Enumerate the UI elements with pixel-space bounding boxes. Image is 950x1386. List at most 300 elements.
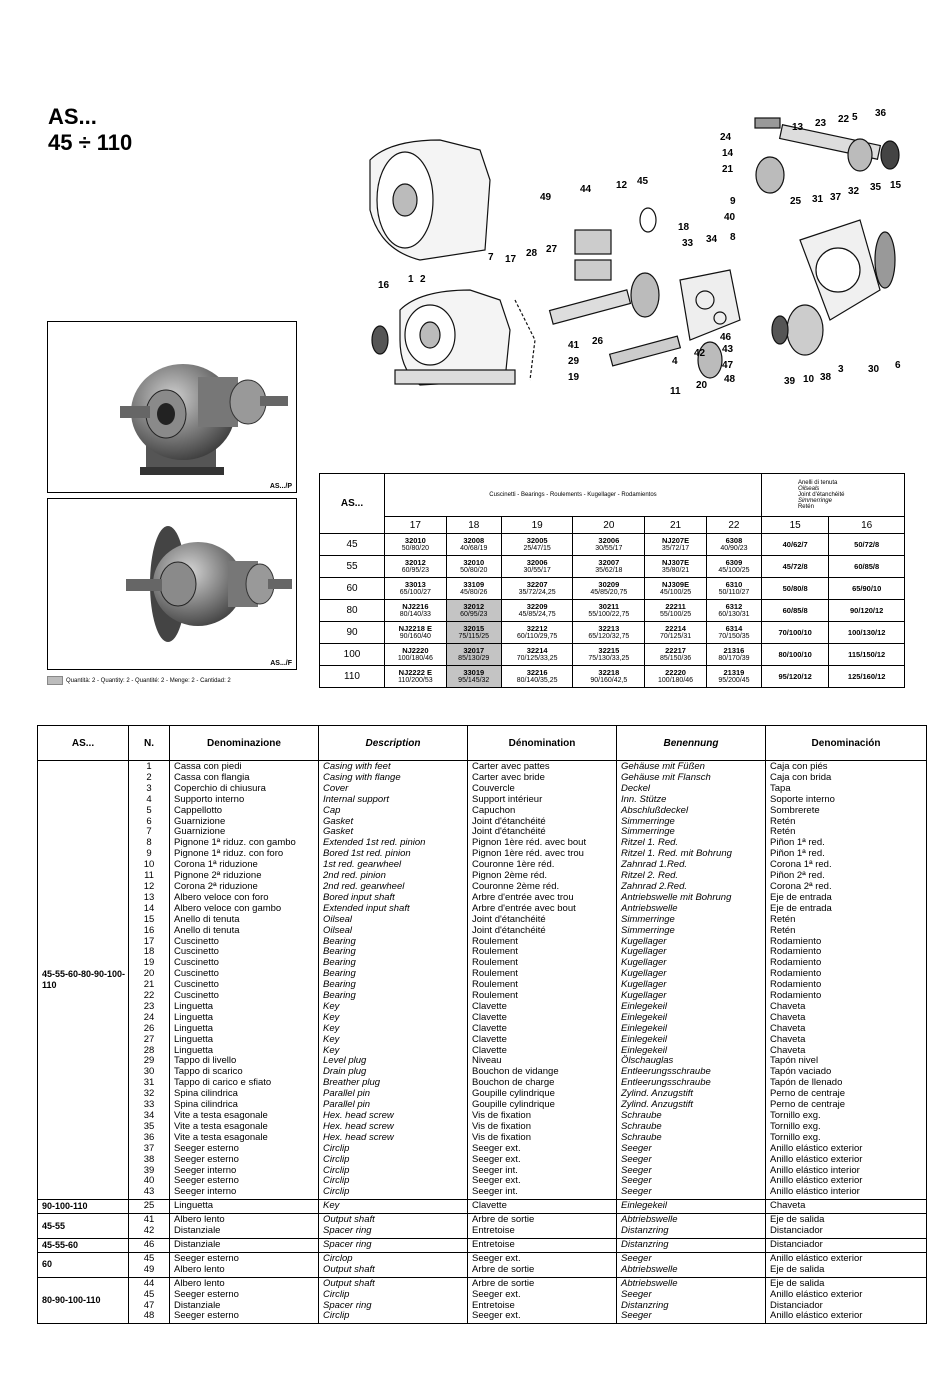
parts-column (170, 1214, 319, 1239)
parts-cell: Key (323, 1200, 340, 1212)
parts-cell: Seeger ext. (472, 1153, 521, 1165)
parts-cell: Retén (770, 913, 796, 925)
parts-cell: Chaveta (770, 1022, 806, 1034)
diagram-label: 23 (815, 118, 827, 129)
parts-cell: Cappellotto (174, 804, 223, 816)
parts-cell: Rodamiento (770, 968, 822, 980)
parts-column (468, 1238, 617, 1252)
bearing-cell: 32007 35/62/18 (573, 556, 645, 578)
parts-cell: 35 (143, 1120, 155, 1132)
parts-cell: Rodamiento (770, 990, 822, 1002)
parts-cell: Abtriebswelle (621, 1214, 678, 1226)
diagram-label: 16 (378, 280, 390, 291)
parts-cell: Gasket (323, 815, 354, 827)
parts-cell: Schraube (621, 1131, 662, 1143)
parts-cell: 47 (143, 1299, 155, 1311)
parts-cell: Roulement (472, 990, 518, 1002)
parts-column (170, 1277, 319, 1324)
parts-cell: Rodamiento (770, 935, 822, 947)
parts-cell: Pignon 1ère réd. avec bout (472, 837, 587, 849)
bearing-cell: 32214 70/125/33,25 (501, 644, 573, 666)
parts-cell: Bouchon de vidange (472, 1066, 559, 1078)
diagram-label: 15 (890, 180, 902, 191)
diagram-label: 10 (803, 374, 815, 385)
bearing-cell: 22217 85/150/36 (645, 644, 707, 666)
bearing-cell: NJ2218 E 90/160/40 (385, 622, 447, 644)
parts-cell: Distanziale (174, 1225, 221, 1237)
parts-column (129, 1238, 170, 1252)
parts-cell: Goupille cylindrique (472, 1099, 555, 1111)
parts-cell: 23 (143, 1000, 155, 1012)
parts-cell: Couronne 2ème réd. (472, 880, 560, 892)
diagram-label: 6 (895, 360, 901, 371)
parts-column (170, 1238, 319, 1252)
parts-cell: 48 (143, 1310, 155, 1322)
diagram-label: 28 (526, 248, 538, 259)
parts-cell: Entretoise (472, 1238, 515, 1250)
diagram-label: 26 (592, 336, 604, 347)
parts-cell: Antriebswelle mit Bohrung (621, 891, 732, 903)
parts-cell: Bearing (323, 990, 356, 1002)
bearing-cell: 32006 30/55/17 (573, 534, 645, 556)
parts-cell: Parallel pin (323, 1088, 370, 1100)
parts-cell: Internal support (323, 793, 390, 805)
parts-cell: Circlip (323, 1164, 350, 1176)
parts-column (129, 1277, 170, 1324)
parts-column (319, 1277, 468, 1324)
parts-cell: Perno de centraje (770, 1099, 845, 1111)
diagram-label: 2 (420, 274, 426, 285)
seal-cell: 45/72/8 (761, 556, 828, 578)
parts-cell: Ritzel 1. Red. mit Bohrung (621, 848, 732, 860)
parts-cell: Vite a testa esagonale (174, 1131, 268, 1143)
parts-cell: Breather plug (323, 1077, 381, 1089)
diagram-label: 38 (820, 372, 832, 383)
diagram-label: 7 (488, 252, 494, 263)
parts-cell: Entleerungsschraube (621, 1066, 711, 1078)
parts-cell: Roulement (472, 935, 518, 947)
parts-cell: Caja con brida (770, 771, 832, 783)
parts-cell: 30 (143, 1066, 155, 1078)
parts-cell: Pignon 2ème réd. (472, 870, 547, 882)
parts-column (766, 761, 927, 1200)
diagram-label: 27 (546, 244, 558, 255)
parts-cell: Joint d'étanchéité (472, 924, 546, 936)
parts-cell: Kugellager (621, 957, 667, 969)
bearing-cell: 30211 55/100/22,75 (573, 600, 645, 622)
parts-cell: Entretoise (472, 1225, 515, 1237)
parts-cell: Hex. head screw (323, 1110, 394, 1121)
parts-cell: 31 (143, 1077, 155, 1089)
parts-cell: Bearing (323, 946, 356, 958)
parts-cell: Seeger esterno (174, 1175, 239, 1187)
parts-column (170, 1252, 319, 1277)
parts-cell: Seeger (621, 1288, 652, 1300)
parts-cell: 3 (146, 782, 152, 794)
parts-column (766, 1238, 927, 1252)
parts-cell: Circlop (323, 1252, 353, 1264)
parts-column (468, 1252, 617, 1277)
diagram-label: 33 (682, 238, 694, 249)
shade-swatch (47, 676, 63, 685)
parts-cell: Spina cilindrica (174, 1099, 238, 1111)
bearing-cell: 32207 35/72/24,25 (501, 578, 573, 600)
parts-cell: Distanciador (770, 1238, 823, 1250)
parts-cell: Couvercle (472, 782, 515, 794)
parts-cell: Rodamiento (770, 979, 822, 991)
diagram-label: 32 (848, 186, 860, 197)
parts-cell: Bearing (323, 935, 356, 947)
seal-cell: 100/130/12 (829, 622, 905, 644)
diagram-label: 42 (694, 348, 706, 359)
quantity-note: Quantità: 2 - Quantity: 2 - Quantité: 2 - Menge: 2 - Cantidad: 2 (66, 677, 231, 684)
bearing-cell: NJ207E 35/72/17 (645, 534, 707, 556)
parts-cell: Oilseal (323, 913, 353, 925)
parts-cell: Cuscinetto (174, 979, 219, 991)
parts-cell: Seeger int. (472, 1164, 518, 1176)
parts-cell: Anillo elástico exterior (770, 1153, 863, 1165)
seals-header: Anelli di tenuta Oilseals Joint d'étanchéité Simmerringe Retén (761, 474, 904, 517)
diagram-label: 22 (838, 114, 850, 125)
parts-cell: Arbre de sortie (472, 1277, 535, 1289)
parts-cell: Soporte interno (770, 793, 835, 805)
parts-cell: 1 (146, 761, 152, 772)
parts-cell: 26 (143, 1022, 155, 1034)
bearings-size: 80 (320, 600, 385, 622)
parts-column (129, 1214, 170, 1239)
bearing-cell: NJ309E 45/100/25 (645, 578, 707, 600)
bearing-cell: 32209 45/85/24,75 (501, 600, 573, 622)
parts-cell: Clavette (472, 1011, 507, 1023)
parts-group (38, 1252, 927, 1277)
parts-cell: Piñon 2ª red. (770, 870, 825, 882)
parts-column (766, 1252, 927, 1277)
parts-cell: Distanzring (621, 1225, 669, 1237)
seal-cell: 65/90/10 (829, 578, 905, 600)
parts-cell: Bored 1st red. pinion (323, 848, 411, 860)
bearing-cell: 32010 50/80/20 (446, 556, 501, 578)
internal-support (680, 270, 740, 340)
parts-column (129, 761, 170, 1200)
parts-cell: Extended 1st red. pinion (323, 837, 426, 849)
parts-cell: 22 (143, 990, 155, 1002)
parts-cell: Anello di tenuta (174, 913, 240, 925)
parts-cell: Circlip (323, 1175, 350, 1187)
parts-cell: 11 (144, 870, 154, 882)
bearing-cell: 32213 65/120/32,75 (573, 622, 645, 644)
exploded-view-diagram (360, 100, 920, 400)
parts-cell: Piñon 1ª red. (770, 848, 825, 860)
parts-column (319, 761, 468, 1200)
parts-cell: Pignone 1ª riduz. con gambo (174, 837, 296, 849)
parts-cell: 33 (143, 1099, 155, 1111)
parts-cell: Corona 1ª red. (770, 859, 832, 871)
parts-table (37, 725, 927, 1324)
diagram-label: 35 (870, 182, 882, 193)
parts-group (38, 761, 927, 1200)
parts-cell: 21 (143, 979, 155, 991)
bearing-cell: 32218 90/160/42,5 (573, 666, 645, 688)
parts-cell: 2nd red. pinion (323, 870, 386, 882)
parts-cell: Seeger (621, 1142, 652, 1154)
parts-cell: Ritzel 2. Red. (621, 870, 679, 882)
parts-cell: 25 (143, 1200, 155, 1212)
parts-column (468, 1277, 617, 1324)
parts-cell: 24 (143, 1011, 155, 1023)
parts-cell: Level plug (323, 1055, 367, 1067)
parts-cell: Einlegekeil (621, 1011, 667, 1023)
bearings-row (320, 600, 905, 622)
seal-cell: 90/120/12 (829, 600, 905, 622)
parts-cell: Seeger (621, 1252, 652, 1264)
parts-cell: Distanziale (174, 1238, 221, 1250)
parts-column (766, 1214, 927, 1239)
parts-cell: Arbre de sortie (472, 1263, 535, 1275)
parts-header-row: AS... N. Denominazione Description Dénomination Benennung Denominación (38, 726, 927, 761)
parts-column (766, 1200, 927, 1214)
parts-cell: Piñon 1ª red. (770, 837, 825, 849)
parts-cell: Tapón vaciado (770, 1066, 832, 1078)
parts-cell: 42 (143, 1225, 155, 1237)
diagram-label: 17 (505, 254, 517, 265)
parts-cell: Eje de salida (770, 1214, 825, 1226)
bearings-column-numbers: 17 18 19 20 21 22 15 16 (320, 517, 905, 534)
parts-cell: 46 (143, 1238, 155, 1250)
diagram-label: 14 (722, 148, 734, 159)
parts-group (38, 1277, 927, 1324)
parts-cell: Abschlußdeckel (621, 804, 689, 816)
diagram-label: 39 (784, 376, 796, 387)
parts-cell: Roulement (472, 968, 518, 980)
bearing-cell: 32215 75/130/33,25 (573, 644, 645, 666)
parts-cell: 19 (143, 957, 155, 969)
parts-cell: Casing with flange (323, 771, 401, 783)
parts-cell: Eje de entrada (770, 902, 832, 914)
parts-cell: Tappo di carico e sfiato (174, 1077, 272, 1089)
parts-cell: Linguetta (174, 1200, 214, 1212)
parts-cell: 36 (143, 1131, 155, 1143)
diagram-label: 1 (408, 274, 414, 285)
parts-cell: Cap (323, 804, 341, 816)
parts-cell: 28 (143, 1044, 155, 1056)
parts-cell: Retén (770, 826, 796, 838)
bearing-cell: 32010 50/80/20 (385, 534, 447, 556)
parts-cell: 38 (143, 1153, 155, 1165)
parts-cell: Distanziale (174, 1299, 221, 1311)
parts-cell: Clavette (472, 1044, 507, 1056)
parts-group (38, 1200, 927, 1214)
parts-cell: Guarnizione (174, 815, 226, 827)
parts-cell: Zylind. Anzugstift (621, 1088, 693, 1100)
parts-cell: 27 (143, 1033, 155, 1045)
parts-cell: Seeger (621, 1164, 652, 1176)
parts-cell: Albero lento (174, 1263, 225, 1275)
parts-cell: Pignone 2ª riduzione (174, 870, 262, 882)
page-title (48, 104, 132, 156)
parts-cell: Caja con piés (770, 761, 828, 772)
parts-group-sizes: 45-55-60-80-90-100-110 (38, 761, 129, 1200)
parts-cell: Seeger (621, 1175, 652, 1187)
parts-cell: 45 (143, 1288, 155, 1300)
parts-cell: Spacer ring (323, 1299, 372, 1311)
bearings-row (320, 578, 905, 600)
bearing-cell: 21316 80/170/39 (706, 644, 761, 666)
bearings-size: 90 (320, 622, 385, 644)
parts-cell: 45 (143, 1252, 155, 1264)
parts-cell: Seeger interno (174, 1164, 237, 1176)
diagram-label: 4 (672, 356, 678, 367)
parts-column (170, 1200, 319, 1214)
bearing-cell: 6308 40/90/23 (706, 534, 761, 556)
parts-cell: Spacer ring (323, 1238, 372, 1250)
parts-cell: Key (323, 1033, 340, 1045)
parts-cell: 43 (143, 1186, 155, 1198)
parts-column (468, 1214, 617, 1239)
parts-cell: Support intérieur (472, 793, 543, 805)
title-range: 45 ÷ 110 (48, 130, 133, 155)
parts-cell: Arbre d'entrée avec bout (472, 902, 576, 914)
parts-cell: Rodamiento (770, 946, 822, 958)
parts-cell: 13 (143, 891, 155, 903)
parts-cell: Hex. head screw (323, 1131, 394, 1143)
parts-cell: Zahnrad 1.Red. (621, 859, 688, 871)
diagram-label: 30 (868, 364, 880, 375)
parts-cell: 14 (143, 902, 155, 914)
parts-cell: 1st red. gearwheel (323, 859, 402, 871)
diagram-label: 45 (637, 176, 649, 187)
parts-cell: Bearing (323, 979, 356, 991)
parts-cell: Simmerringe (621, 815, 675, 827)
parts-cell: Seeger int. (472, 1186, 518, 1198)
bearing-cell: 22220 100/180/46 (645, 666, 707, 688)
parts-cell: Distanciador (770, 1225, 823, 1237)
parts-cell: Vis de fixation (472, 1131, 531, 1143)
bearings-size: 110 (320, 666, 385, 688)
parts-column (766, 1277, 927, 1324)
parts-group (38, 1238, 927, 1252)
bearing-cell: NJ307E 35/80/21 (645, 556, 707, 578)
parts-cell: Ölschauglas (621, 1055, 674, 1067)
parts-cell: Tornillo exg. (770, 1131, 821, 1143)
bearings-size: 60 (320, 578, 385, 600)
seal-cell: 40/62/7 (761, 534, 828, 556)
parts-cell: 41 (143, 1214, 155, 1226)
parts-cell: Albero lento (174, 1214, 225, 1226)
bearing-cell: 32216 80/140/35,25 (501, 666, 573, 688)
parts-column (617, 1200, 766, 1214)
parts-cell: Eje de entrada (770, 891, 832, 903)
bearing-cell: 32212 60/110/29,75 (501, 622, 573, 644)
parts-cell: 20 (143, 968, 155, 980)
parts-cell: Kugellager (621, 968, 667, 980)
bearing-cell: NJ2222 E 110/200/53 (385, 666, 447, 688)
parts-cell: Seeger (621, 1310, 652, 1322)
parts-cell: Circlip (323, 1142, 350, 1154)
parts-cell: Hex. head screw (323, 1120, 394, 1132)
parts-column (617, 1252, 766, 1277)
diagram-label: 25 (790, 196, 802, 207)
photo-flange-mounted (47, 498, 297, 670)
parts-cell: Einlegekeil (621, 1022, 667, 1034)
parts-cell: Extended input shaft (323, 902, 410, 914)
diagram-label: 29 (568, 356, 580, 367)
parts-cell: Einlegekeil (621, 1200, 667, 1212)
parts-column (468, 1200, 617, 1214)
bearing-cell: 6309 45/100/25 (706, 556, 761, 578)
bearing-cell: 32006 30/55/17 (501, 556, 573, 578)
bearing-cell: 6310 50/110/27 (706, 578, 761, 600)
parts-cell: 44 (143, 1277, 155, 1289)
parts-cell: Output shaft (323, 1214, 375, 1226)
diagram-label: 46 (720, 332, 732, 343)
parts-column (129, 1252, 170, 1277)
diagram-label: 8 (730, 232, 736, 243)
parts-cell: Zylind. Anzugstift (621, 1099, 693, 1111)
gearbox-flange-image (48, 499, 296, 669)
parts-cell: 37 (143, 1142, 155, 1154)
parts-cell: Distanciador (770, 1299, 823, 1311)
parts-cell: Bearing (323, 957, 356, 969)
parts-cell: 40 (143, 1175, 155, 1187)
parts-cell: Clavette (472, 1000, 507, 1012)
parts-cell: 17 (143, 935, 155, 947)
parts-cell: Einlegekeil (621, 1000, 667, 1012)
parts-cell: Chaveta (770, 1033, 806, 1045)
parts-cell: Anello di tenuta (174, 924, 240, 936)
diagram-label: 3 (838, 364, 844, 375)
parts-cell: Seeger esterno (174, 1142, 239, 1154)
parts-cell: Gasket (323, 826, 354, 838)
parts-cell: Output shaft (323, 1277, 375, 1289)
parts-cell: Pignone 1ª riduz. con foro (174, 848, 284, 860)
parts-cell: Linguetta (174, 1022, 214, 1034)
parts-cell: Anillo elástico exterior (770, 1252, 863, 1264)
seal-cell: 125/160/12 (829, 666, 905, 688)
parts-cell: Clavette (472, 1200, 507, 1212)
parts-cell: Tapón nivel (770, 1055, 819, 1067)
parts-cell: Linguetta (174, 1044, 214, 1056)
parts-cell: Oilseal (323, 924, 353, 936)
parts-cell: Seeger esterno (174, 1288, 239, 1300)
bearing-cell: 30209 45/85/20,75 (573, 578, 645, 600)
parts-cell: Schraube (621, 1120, 662, 1132)
parts-cell: Bearing (323, 968, 356, 980)
parts-cell: Simmerringe (621, 913, 675, 925)
parts-cell: Bored input shaft (323, 891, 395, 903)
seal-cell: 50/80/8 (761, 578, 828, 600)
seal-cell: 60/85/8 (761, 600, 828, 622)
parts-column (617, 1238, 766, 1252)
seal-cell: 95/120/12 (761, 666, 828, 688)
parts-cell: Albero veloce con gambo (174, 902, 282, 914)
seal-cell: 80/100/10 (761, 644, 828, 666)
bearing-cell: 32015 75/115/25 (446, 622, 501, 644)
parts-cell: 8 (146, 837, 152, 849)
parts-cell: Eje de salida (770, 1263, 825, 1275)
parts-cell: 29 (143, 1055, 155, 1067)
parts-cell: Arbre de sortie (472, 1214, 535, 1226)
seal-cell: 70/100/10 (761, 622, 828, 644)
parts-group-sizes: 45-55-60 (38, 1238, 129, 1252)
parts-cell: Gehäuse mit Füßen (621, 761, 705, 772)
parts-cell: Key (323, 1011, 340, 1023)
parts-cell: Key (323, 1000, 340, 1012)
parts-cell: Corona 2ª red. (770, 880, 832, 892)
parts-cell: Albero lento (174, 1277, 225, 1289)
parts-cell: Roulement (472, 946, 518, 958)
bearing-cell: 33109 45/80/26 (446, 578, 501, 600)
diagram-label: 11 (670, 386, 681, 397)
